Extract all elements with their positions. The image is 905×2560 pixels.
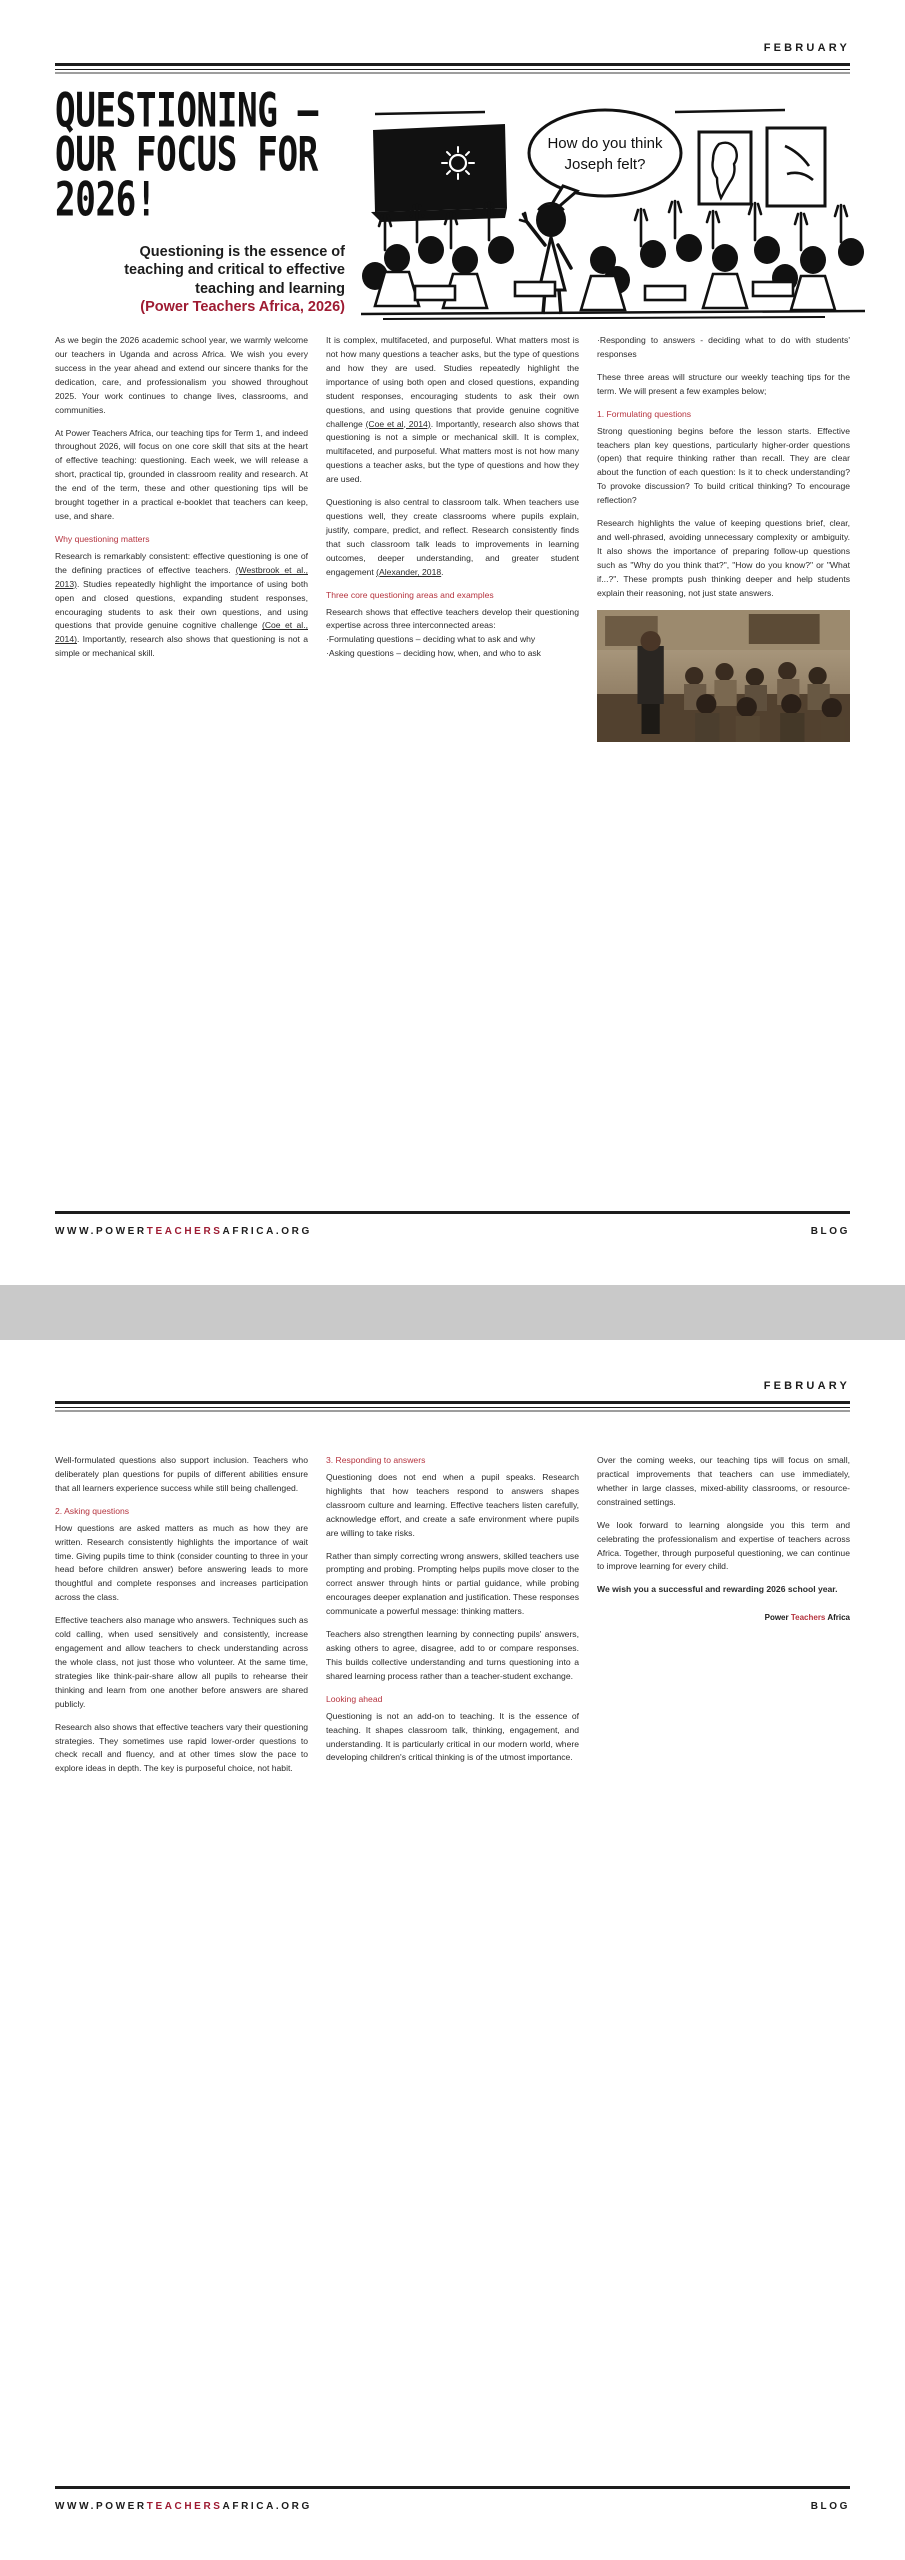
p2-c2-heading-looking-ahead: Looking ahead [326,1693,383,1704]
footer-blog-label-p2[interactable]: BLOG [810,2501,850,2512]
speech-bubble-line1: How do you think [547,135,663,152]
p2-c3-closing-wish: We wish you a successful and rewarding 2026 school year. [597,1584,838,1595]
rule-thin-p2 [55,1407,850,1408]
hero-subtitle [55,243,345,317]
second-poster-icon [767,128,825,206]
p1-c1-para3-c: . Importantly, research also shows that questioning is not a simple or mechanical skill. [55,634,308,659]
citation-coe-1: (Coe et al., 2014) [55,620,308,645]
citation-coe-2: (Coe et al, 2014) [365,418,431,429]
p1-c2-para1-b: . Importantly, research also shows that questioning is not a simple or mechanical skill. It is complex, multifaceted, and purposeful. What matters most is not how many questions a teacher asks, but the type of questions and how they are used. [326,418,580,485]
p1-c2-heading-three-core-areas: Three core questioning areas and examples [326,589,494,600]
page1-footer [55,1211,850,1237]
page2-column-1 [55,1454,308,1785]
p1-c2-para3: Research shows that effective teachers develop their questioning expertise across three interconnected areas: [326,606,579,631]
url-part-mid-p2: TEACHERS [146,2501,223,2512]
citation-alexander: (Alexander, 2018 [376,566,442,577]
p1-c2-para1-a: It is complex, multifaceted, and purposeful. What matters most is not how many questions a teacher asks, but the type of questions and how they are used. Studies repeatedly highlight the importance of using both open and closed questions, expanding student responses, encouraging students to ask their own questions, and using questions that provide genuine cognitive challenge [326,335,579,429]
footer-row-p2 [55,2501,850,2512]
p2-c1-para3: Effective teachers also manage who answers. Techniques such as cold calling, when used sensitively and consistently, increase engagement and allow teachers to check understanding across the whole class, not just those who volunteer. At the same time, strategies like think-pair-share allow all pupils to rehearse their thinking and learn from one another before answers are shared publicly. [55,1615,308,1709]
footer-website-url[interactable] [55,1226,312,1237]
hero-left [55,83,345,320]
p2-c1-para4: Research also shows that effective teachers vary their questioning strategies. They sometimes use rapid lower-order questions to check recall and fluency, and at other times slow the pace to explore ideas in depth. The key is purposeful choice, not habit. [55,1721,308,1774]
hero-right [355,90,875,320]
rule-thick-p2 [55,1401,850,1404]
sig-part-red: Teachers [790,1613,828,1623]
p2-c1-heading-asking-questions: 2. Asking questions [55,1505,130,1516]
page2-columns [0,1412,905,1785]
page-title: QUESTIONING — OUR FOCUS FOR 2026! [55,83,318,228]
p1-c2-para2 [326,496,579,580]
p1-c3-bullet-responding: ·Responding to answers - deciding what to do with students' responses [597,335,850,359]
url-part-pre-p2: WWW.POWER [55,2501,147,2512]
url-part-pre: WWW.POWER [55,1226,147,1237]
p1-c3-heading-formulating-questions: 1. Formulating questions [597,408,692,419]
page2-column-3 [597,1454,850,1785]
p1-c1-heading-why-questioning-matters: Why questioning matters [55,533,150,544]
hero-subtitle-citation: (Power Teachers Africa, 2026) [140,299,345,316]
p2-c3-para2: We look forward to learning alongside you this term and celebrating the professionalism and expertise of teachers across Africa. Together, through purposeful questioning, we can continue to improve learning for every child. [597,1519,850,1572]
p2-c2-para4: Questioning is not an add-on to teaching. It is the essence of teaching. It shapes classroom talk, thinking, engagement, and understanding. It is particularly critical in our modern world, where developing children's critical thinking is of the utmost importance. [326,1710,579,1763]
p2-c1-para2: How questions are asked matters as much as how they are written. Research consistently highlights the importance of wait time. Giving pupils time to think (consider counting to three in your head before children answer) before answering leads to more thoughtful and complete responses and increases participation across the class. [55,1522,308,1603]
citation-westbrook: (Westbrook et al., 2013) [55,564,308,589]
footer-rule-p2 [55,2486,850,2489]
blackboard-icon [371,124,507,222]
classroom-photo-svg [597,610,850,742]
masthead-rules [55,63,850,74]
p1-c2-para2-a: Questioning is also central to classroom talk. When teachers use questions well, they create classrooms where pupils explain, justify, compare, predict, and reflect. Research consistently finds that such classroom talk leads to improvements in learning outcomes, deeper understanding, and greater student engagement [326,497,579,577]
p2-c3-para1: Over the coming weeks, our teaching tips will focus on small, practical improvements that teachers can use immediately, whether in large classes, mixed-ability classrooms, or resource-constrained settings. [597,1455,850,1507]
url-part-post-p2: AFRICA.ORG [222,2501,312,2512]
page1-column-2 [326,334,579,742]
classroom-illustration [355,90,875,320]
sig-part-pre: Power [764,1613,791,1623]
masthead-rules-p2 [55,1401,850,1412]
p1-c3-para2: Strong questioning begins before the lesson starts. Effective teachers plan key questions, particularly higher-order questions (open) that require thinking rather than recall. They are clear about the function of each question: Is it to check understanding? To provoke discussion? To build critical thinking? To encourage reflection? [597,425,850,506]
page2-masthead [0,1340,905,1412]
p2-c1-para1: Well-formulated questions also support inclusion. Teachers who deliberately plan questions for pupils of different abilities ensure that all learners experience success while still being challenged. [55,1455,308,1493]
p1-c2-para1 [326,334,579,487]
url-part-mid: TEACHERS [146,1226,223,1237]
issue-month-label-p2: FEBRUARY [763,1380,850,1392]
p2-c2-para2: Rather than simply correcting wrong answers, skilled teachers use prompting and probing. Prompting helps pupils move closer to the correct answer through hints or partial guidance, while probing encourages deeper explanation and justification. These responses communicate a powerful message: thinking matters. [326,1550,579,1617]
classroom-photo [597,610,850,742]
hero-subtitle-main: Questioning is the essence of teaching and critical to effective teaching and learning [124,243,345,297]
rule-thick [55,63,850,66]
issue-month-label: FEBRUARY [763,42,850,54]
p1-c2-para2-b: . [441,566,444,577]
sig-part-post: Africa [827,1613,850,1623]
page1-columns [0,320,905,742]
footer-row [55,1226,850,1237]
africa-map-poster-icon [699,132,751,204]
classroom-illustration-svg [355,90,875,320]
page-separator [0,1285,905,1340]
footer-blog-label[interactable]: BLOG [810,1226,850,1237]
p1-c1-para3-a: Research is remarkably consistent: effective questioning is one of the defining practices of effective teachers. [55,550,308,575]
page2-column-2 [326,1454,579,1785]
p1-c1-para3 [55,550,308,661]
page1-column-3 [597,334,850,742]
p2-c2-heading-responding-to-answers: 3. Responding to answers [326,1455,426,1465]
p1-c2-bullet-asking: ·Asking questions – deciding how, when, and who to ask [326,648,541,659]
page1-column-1 [55,334,308,742]
rule-thin [55,69,850,70]
newsletter-page-2 [0,1340,905,2560]
p1-c3-para1: These three areas will structure our weekly teaching tips for the term. We will present a few examples below; [597,371,850,396]
p1-c2-bullet-formulating: ·Formulating questions – deciding what to ask and why [326,634,536,645]
speech-bubble-line2: Joseph felt? [564,156,646,173]
p2-c2-para1: Questioning does not end when a pupil speaks. Research highlights that how teachers respond to answers shapes classroom culture and learning. Effective teachers listen carefully, acknowledge effort, and create a safe environment where pupils are willing to take risks. [326,1471,579,1538]
url-part-post: AFRICA.ORG [222,1226,312,1237]
p1-c1-para2: At Power Teachers Africa, our teaching tips for Term 1, and indeed throughout 2026, will focus on one core skill that sits at the heart of effective teaching: questioning. Each week, we will release a short, practical tip, grounded in classroom reality and research. At the end of the term, these and other questioning tips will be brought together in a practical e-booklet that teachers can keep, use, and share. [55,427,308,522]
p2-c2-para3: Teachers also strengthen learning by connecting pupils' answers, asking others to agree, disagree, add to or compare responses. This builds collective understanding and turns questioning into a shared learning process rather than a teacher-student exchange. [326,1629,579,1681]
p1-c3-para3: Research highlights the value of keeping questions brief, clear, and well-phrased, avoiding unnecessary complexity or ambiguity. It also shows the importance of preparing follow-up questions such as "Why do you think that?", "How do you know?" or "What if...?". These prompts push thinking deeper and help students explain their reasoning, not just state answers. [597,518,850,598]
p1-c1-para3-b: . Studies repeatedly highlight the importance of using both open and closed questions, expanding student responses, encouraging students to ask their own questions, and using questions that provide genuine cognitive challenge [55,578,308,631]
page1-masthead [0,0,905,74]
footer-website-url-p2[interactable] [55,2501,312,2512]
page2-footer [55,2486,850,2512]
hero-section [0,74,905,320]
signature-line [597,1613,850,1622]
p1-c1-para1: As we begin the 2026 academic school year, we warmly welcome our teachers in Uganda and across Africa. We wish you every success in the year ahead and extend our sincere thanks for the dedication, care, and professionalism you showed throughout 2025. Your work continues to change lives, classrooms, and communities. [55,335,308,415]
footer-rule [55,1211,850,1214]
